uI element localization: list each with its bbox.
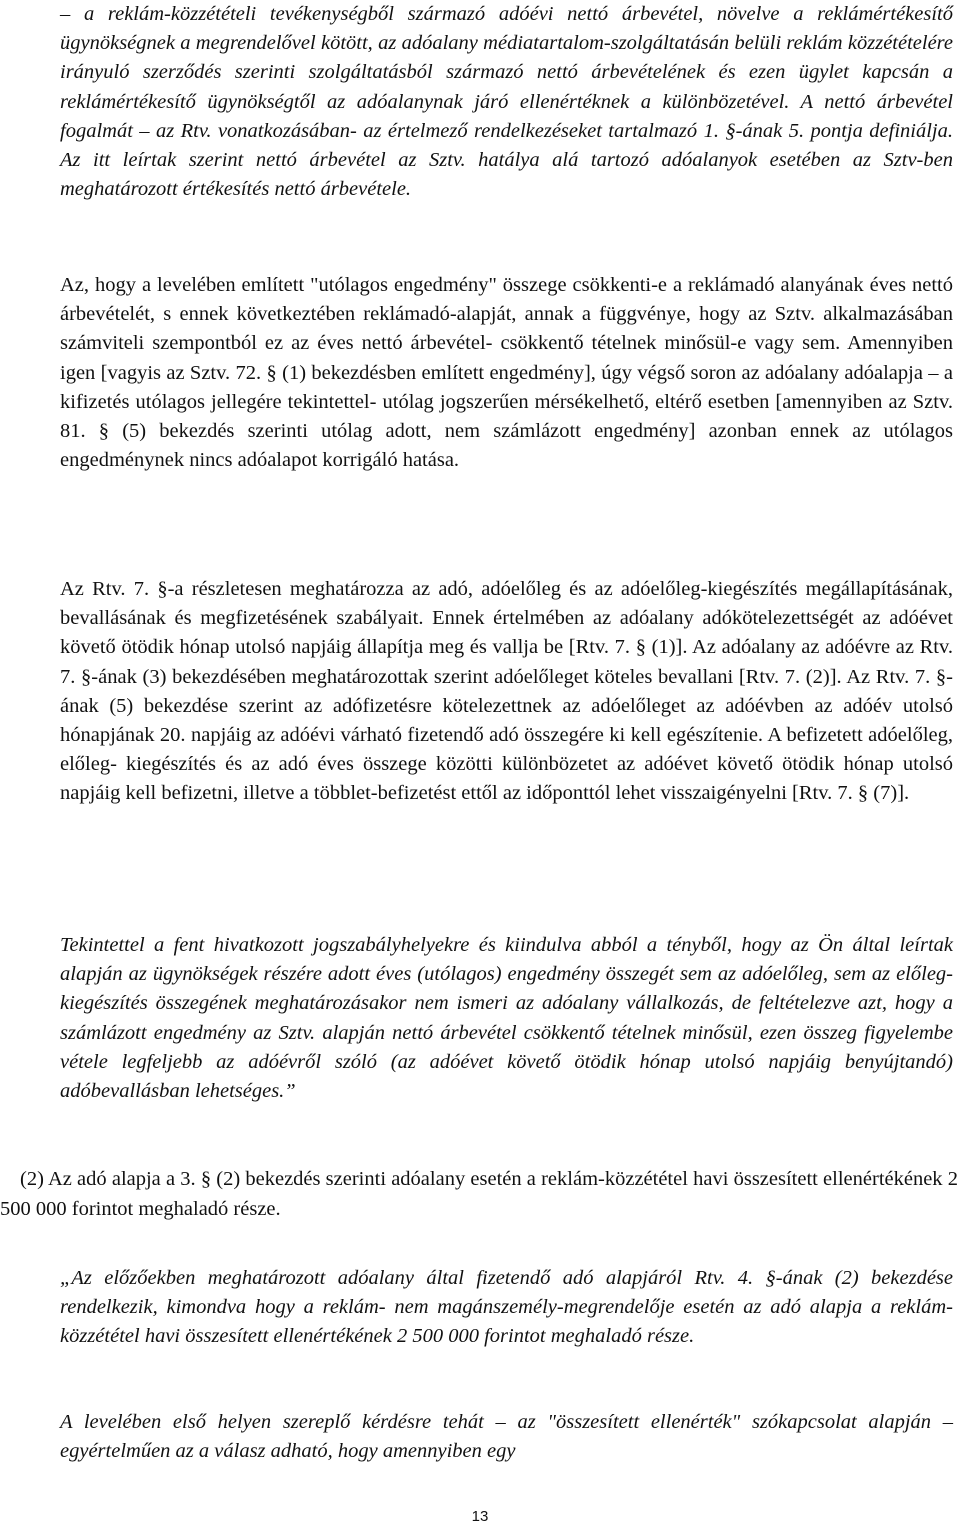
paragraph-answer: A levelében első helyen szereplő kérdésre tehát – az "összesített ellenérték" szókapcsolat alapján – egyértelműen az a válasz adható, hogy amennyiben egy xyxy=(60,1411,953,1463)
paragraph-rtv-7-section: Az Rtv. 7. §-a részletesen meghatározza az adó, adóelőleg és az adóelőleg-kiegészítés megállapításának, bevallásának és megfizetésének szabályait. Ennek értelmében az adóalany adókötelezettségét az adóévet követő ötödik hónap utolsó napjáig állapítja meg és vallja be [Rtv. 7. § (1)]. Az adóalany az adóévre az Rtv. 7. §-ának (3) bekezdésében meghatározottak szerint adóelőleget köteles bevallani [Rtv. 7. (2)]. Az Rtv. 7. §-ának (5) bekezdése szerint az adófizetésre kötelezettnek az adóelőleget az adóévben az adóév utolsó hónapjának 20. napjáig az adóévi várható fizetendő adó összegére ki kell egészítenie. A befizetett adóelőleg, előleg- kiegészítés és az adó éves összege közötti különbözetet az adóévet követő ötödik hónap utolsó napjáig kell befizetni, illetve a többlet-befizetést ettől az időponttól lehet visszaigényelni [Rtv. 7. § (7)]. xyxy=(60,578,953,805)
paragraph-conclusion: Tekintettel a fent hivatkozott jogszabályhelyekre és kiindulva abból a tényből, hogy az Ön által leírtak alapján az ügynökségek részére adott éves (utólagos) engedmény összegét sem az adóelőleg, sem az előleg-kiegészítés összegének meghatározásakor nem ismeri az adóalany vállalkozás, de feltételezve azt, hogy a számlázott engedmény az Sztv. alapján nettó árbevétel csökkentő tételnek minősül, ezen összeg figyelembe vétele legfeljebb az adóévről szóló (az adóévet követő ötödik hónap utolsó napjáig benyújtandó) adóbevallásban lehetséges.” xyxy=(60,934,953,1103)
paragraph-quote-tax-base: „Az előzőekben meghatározott adóalany által fizetendő adó alapjáról Rtv. 4. §-ának (2) bekezdése rendelkezik, kimondva hogy a reklám- nem magánszemély-megrendelője esetén az adó alapja a reklám-közzététel havi összesített ellenértékének 2 500 000 forintot meghaladó része. xyxy=(60,1267,953,1348)
paragraph-tax-base-rule: (2) Az adó alapja a 3. § (2) bekezdés szerinti adóalany esetén a reklám-közzététel havi összesített ellenértékének 2 500 000 forintot meghaladó része. xyxy=(0,1168,958,1220)
paragraph-net-revenue-definition: – a reklám-közzétételi tevékenységből származó adóévi nettó árbevétel, növelve a reklámértékesítő ügynökségnek a megrendelővel kötött, az adóalany médiatartalom-szolgáltatásán belüli reklám közzétételére irányuló szerződés szerinti szolgáltatásból származó nettó árbevételének és ezen ügylet kapcsán a reklámértékesítő ügynökségtől az adóalanynak járó ellenértéknek a különbözetével. A nettó árbevétel fogalmát – az Rtv. vonatkozásában- az értelmező rendelkezéseket tartalmazó 1. §-ának 5. pontja definiálja. Az itt leírtak szerint nettó árbevétel az Sztv. hatálya alá tartozó adóalanyok esetében az Sztv-ben meghatározott értékesítés nettó árbevétele. xyxy=(60,3,953,201)
paragraph-subsequent-discount: Az, hogy a levelében említett "utólagos engedmény" összege csökkenti-e a reklámadó alanyának éves nettó árbevételét, s ennek következtében reklámadó-alapját, annak a függvénye, hogy az Sztv. alkalmazásában számviteli szempontból ez az éves nettó árbevétel- csökkentő tételnek minősül-e vagy sem. Amennyiben igen [vagyis az Sztv. 72. § (1) bekezdésben említett engedmény], úgy végső soron az adóalany adóalapja – a kifizetés utólagos jellegére tekintettel- utólag jogszerűen mérsékelhető, eltérő esetben [amennyiben az Sztv. 81. § (5) bekezdés szerinti utólag adott, nem számlázott engedmény] azonban ennek az utólagos engedménynek nincs adóalapot korrigáló hatása. xyxy=(60,274,953,472)
page-number: 13 xyxy=(471,1508,489,1525)
